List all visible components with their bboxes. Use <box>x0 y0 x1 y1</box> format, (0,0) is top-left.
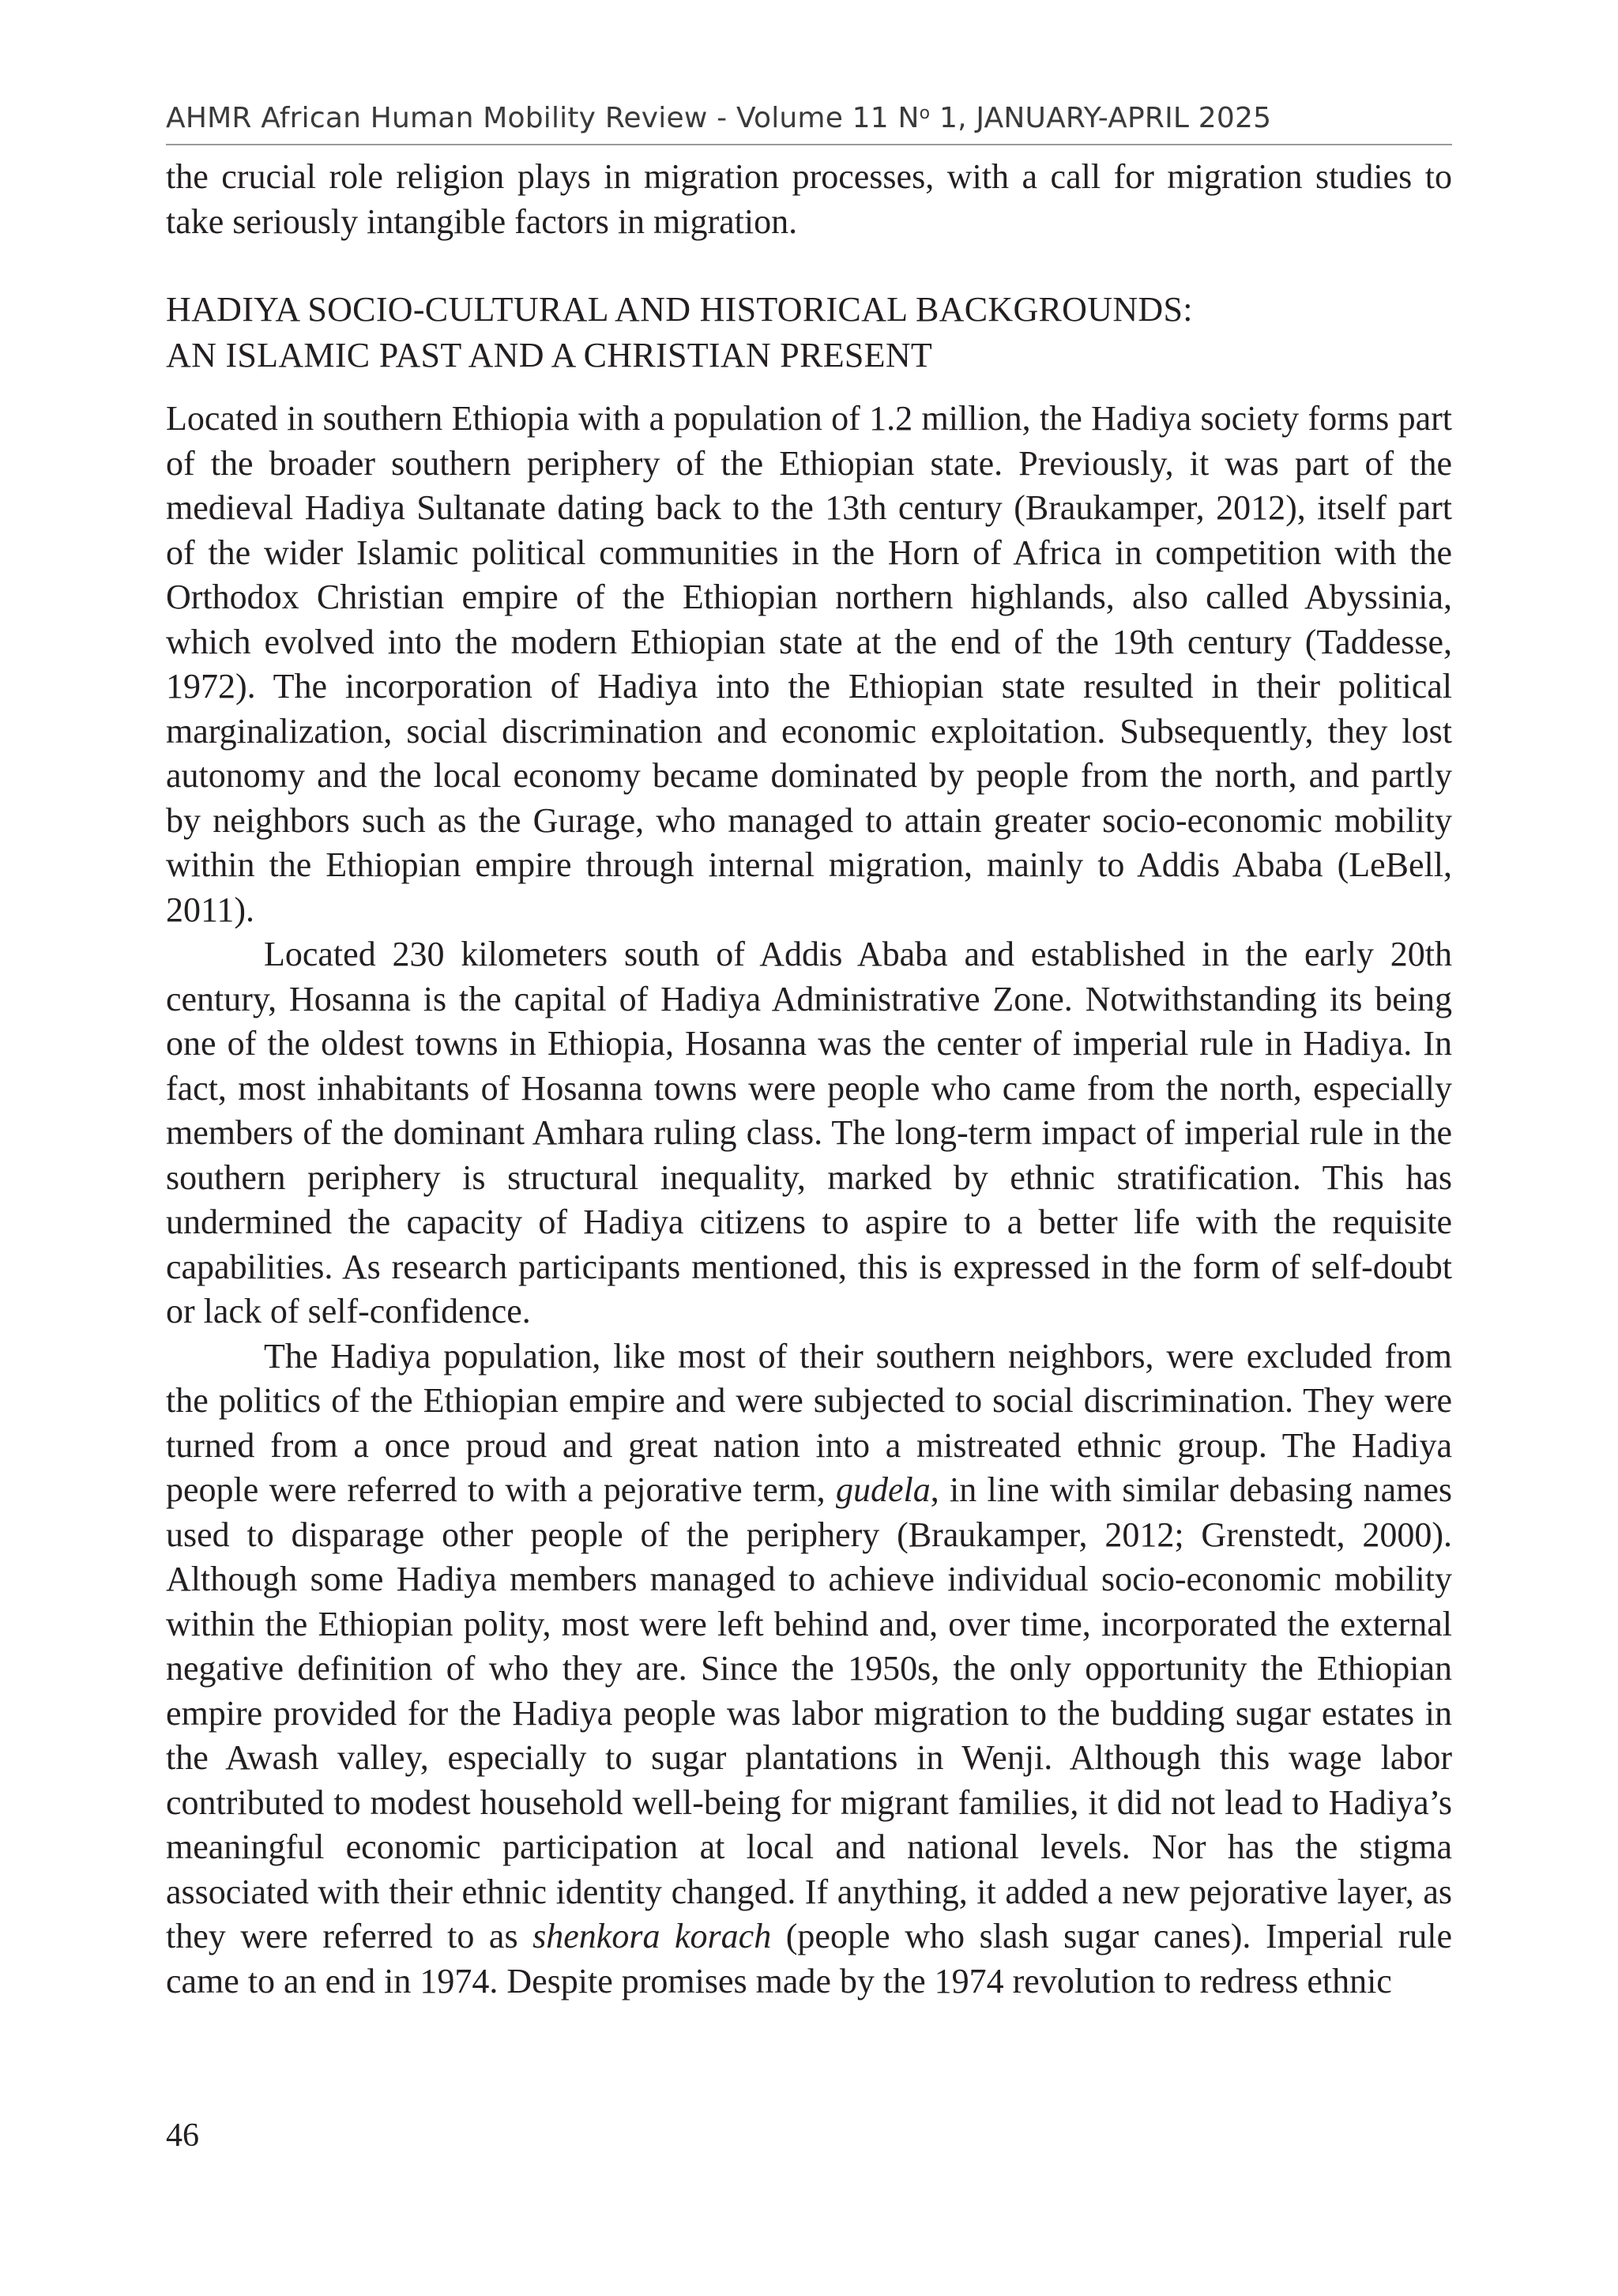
paragraph-3-text-part-1: The Hadiya population, like most of their southern neighbors, were excluded from the politics of the Ethiopian empire and were subjected to social discrimination. They were turned from a once proud and great nation into a mistreated ethnic group. The Hadiya people were referred to with a pejorative term, <box>166 1336 1452 1509</box>
body-paragraph-1: Located in southern Ethiopia with a population of 1.2 million, the Hadiya society forms part of the broader southern periphery of the Ethiopian state. Previously, it was part of the medieval Hadiya Sultanate dating back to the 13th century (Braukamper, 2012), itself part of the wider Islamic political communities in the Horn of Africa in competition with the Orthodox Christian empire of the Ethiopian northern highlands, also called Abyssinia, which evolved into the modern Ethiopian state at the end of the 19th century (Taddesse, 1972). The incorporation of Hadiya into the Ethiopian state resulted in their political marginalization, social discrimination and economic exploitation. Subsequently, they lost autonomy and the local economy became dominated by people from the north, and partly by neighbors such as the Gurage, who managed to attain greater socio-economic mobility within the Ethiopian empire through internal migration, mainly to Addis Ababa (LeBell, 2011). <box>166 399 1452 929</box>
italic-term-gudela: gudela <box>835 1470 931 1509</box>
section-heading-line-2: AN ISLAMIC PAST AND A CHRISTIAN PRESENT <box>166 336 933 375</box>
section-heading-line-1: HADIYA SOCIO-CULTURAL AND HISTORICAL BACKGROUNDS: <box>166 290 1193 329</box>
header-journal-suffix: 1, JANUARY-APRIL 2025 <box>930 102 1272 134</box>
italic-term-shenkora-korach: shenkora korach <box>532 1917 772 1955</box>
article-body <box>166 155 1452 2004</box>
paragraph-3-text-part-3: (people who slash sugar canes). Imperial rule came to an end in 1974. Despite promises made by the 1974 revolution to redress ethnic <box>166 1917 1452 2001</box>
continuation-paragraph: the crucial role religion plays in migration processes, with a call for migration studies to take seriously intangible factors in migration. <box>166 157 1452 241</box>
page-number: 46 <box>166 2117 199 2154</box>
running-header <box>166 100 1452 137</box>
header-journal-prefix: AHMR African Human Mobility Review - Volume 11 N <box>166 102 920 134</box>
header-rule <box>166 144 1452 145</box>
section-heading <box>166 287 1452 378</box>
body-paragraph-3 <box>166 1334 1452 2004</box>
header-number-superscript: o <box>919 104 931 123</box>
body-paragraph-2: Located 230 kilometers south of Addis Ababa and established in the early 20th century, Hosanna is the capital of Hadiya Administrative Zone. Notwithstanding its being one of the oldest towns in Ethiopia, Hosanna was the center of imperial rule in Hadiya. In fact, most inhabitants of Hosanna towns were people who came from the north, especially members of the dominant Amhara ruling class. The long-term impact of imperial rule in the southern periphery is structural inequality, marked by ethnic stratification. This has undermined the capacity of Hadiya citizens to aspire to a better life with the requisite capabilities. As research participants mentioned, this is expressed in the form of self-doubt or lack of self-confidence. <box>166 935 1452 1331</box>
paragraph-3-text-part-2: , in line with similar debasing names used to disparage other people of the periphery (Braukamper, 2012; Grenstedt, 2000). Although some Hadiya members managed to achieve individual socio-economic mobility within the Ethiopian polity, most were left behind and, over time, incorporated the external negative definition of who they are. Since the 1950s, the only opportunity the Ethiopian empire provided for the Hadiya people was labor migration to the budding sugar estates in the Awash valley, especially to sugar plantations in Wenji. Although this wage labor contributed to modest household well-being for migrant families, it did not lead to Hadiya’s meaningful economic participation at local and national levels. Nor has the stigma associated with their ethnic identity changed. If anything, it added a new pejorative layer, as they were referred to as <box>166 1470 1452 1955</box>
